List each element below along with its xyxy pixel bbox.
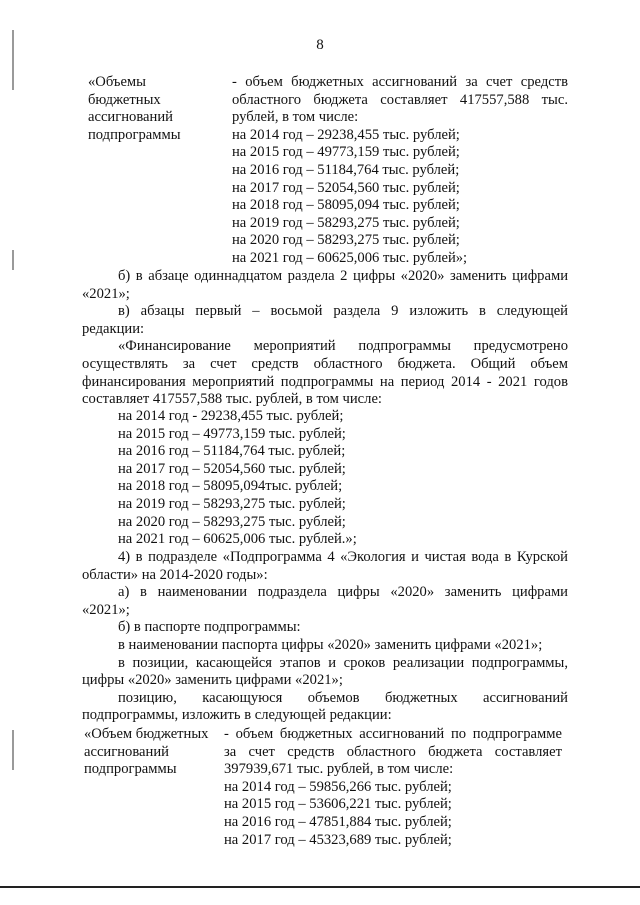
passport-1-value-line: на 2018 год – 58095,094 тыс. рублей; — [232, 197, 460, 214]
passport-1-value-line: на 2015 год – 49773,159 тыс. рублей; — [232, 144, 460, 161]
passport-1-label-line: ассигнований — [88, 109, 173, 126]
body-line: б) в абзаце одиннадцатом раздела 2 цифры «2020» заменить цифрами — [118, 268, 568, 284]
body-line: «2021»; — [82, 285, 130, 302]
body-line: б) в паспорте подпрограммы: — [118, 619, 301, 636]
list-item: на 2016 год – 51184,764 тыс. рублей; — [118, 443, 346, 460]
body-paragraphs-1 — [82, 268, 568, 409]
passport-2-value-line: - объем бюджетных ассигнований по подпрограмме — [224, 726, 562, 742]
passport-2-label-line: «Объем бюджетных — [84, 726, 209, 742]
funding-years-list — [118, 408, 357, 549]
list-item: на 2021 год – 60625,006 тыс. рублей.»; — [118, 531, 357, 548]
bottom-scan-edge — [0, 886, 640, 888]
passport-1-value-line: на 2021 год – 60625,006 тыс. рублей»; — [232, 249, 468, 266]
scan-edge-mark — [12, 730, 14, 770]
body-line: позицию, касающуюся объемов бюджетных ассигнований — [118, 689, 568, 706]
body-line: осуществлять за счет средств областного бюджета. Общий объем — [82, 355, 568, 372]
passport-1-value-line: на 2014 год – 29238,455 тыс. рублей; — [232, 126, 460, 143]
body-line: области» на 2014-2020 годы»: — [82, 566, 268, 583]
passport-1-label-line: «Объемы — [88, 74, 146, 90]
body-line: составляет 417557,588 тыс. рублей, в том числе: — [82, 391, 382, 408]
passport-2-label-line: подпрограммы — [84, 761, 177, 778]
passport-2-value-line: на 2014 год – 59856,266 тыс. рублей; — [224, 778, 452, 795]
passport-1-value-line: на 2019 год – 58293,275 тыс. рублей; — [232, 214, 460, 231]
body-line: а) в наименовании подраздела цифры «2020» заменить цифрами — [118, 584, 568, 601]
body-line: 4) в подразделе «Подпрограмма 4 «Экология и чистая вода в Курской — [118, 549, 568, 565]
passport-1-value-line: областного бюджета составляет 417557,588 тыс. — [232, 91, 568, 108]
body-line: в) абзацы первый – восьмой раздела 9 изложить в следующей — [118, 303, 568, 320]
passport-2-value-line: на 2017 год – 45323,689 тыс. рублей; — [224, 831, 452, 848]
list-item: на 2017 год – 52054,560 тыс. рублей; — [118, 460, 346, 477]
passport-2-value-line: за счет средств областного бюджета составляет — [224, 743, 562, 760]
list-item: на 2014 год - 29238,455 тыс. рублей; — [118, 408, 344, 424]
body-line: «Финансирование мероприятий подпрограммы предусмотрено — [118, 338, 568, 355]
list-item: на 2018 год – 58095,094тыс. рублей; — [118, 478, 343, 495]
passport-1-value-line: - объем бюджетных ассигнований за счет средств — [232, 74, 568, 90]
passport-1-label-line: бюджетных — [88, 91, 161, 108]
passport-1-value-line: рублей, в том числе: — [232, 109, 359, 126]
list-item: на 2015 год – 49773,159 тыс. рублей; — [118, 425, 346, 442]
passport-1-label-line: подпрограммы — [88, 126, 181, 143]
passport-1-value-line: на 2016 год – 51184,764 тыс. рублей; — [232, 161, 460, 178]
passport-2-label-line: ассигнований — [84, 743, 169, 760]
list-item: на 2020 год – 58293,275 тыс. рублей; — [118, 513, 346, 530]
passport-1-value-line: на 2017 год – 52054,560 тыс. рублей; — [232, 179, 460, 196]
passport-2-value-line: на 2015 год – 53606,221 тыс. рублей; — [224, 796, 452, 813]
body-line: финансирования мероприятий подпрограммы на период 2014 - 2021 годов — [82, 373, 568, 390]
body-paragraphs-2 — [82, 549, 568, 725]
passport-2-value-line: 397939,671 тыс. рублей, в том числе: — [224, 761, 454, 778]
passport-1-label — [88, 74, 181, 144]
passport-1-value — [232, 74, 568, 268]
body-line: «2021»; — [82, 601, 130, 618]
passport-2-value — [224, 726, 562, 849]
list-item: на 2019 год – 58293,275 тыс. рублей; — [118, 495, 346, 512]
body-line: в наименовании паспорта цифры «2020» заменить цифрами «2021»; — [118, 636, 543, 653]
body-line: цифры «2020» заменить цифрами «2021»; — [82, 672, 343, 689]
body-line: подпрограммы, изложить в следующей редакции: — [82, 707, 392, 724]
scan-edge-mark — [12, 30, 14, 90]
scan-edge-mark — [12, 250, 14, 270]
passport-2-label — [84, 726, 208, 779]
page-number: 8 — [316, 37, 324, 53]
passport-2-value-line: на 2016 год – 47851,884 тыс. рублей; — [224, 813, 452, 830]
body-line: в позиции, касающейся этапов и сроков реализации подпрограммы, — [118, 654, 568, 671]
passport-1-value-line: на 2020 год – 58293,275 тыс. рублей; — [232, 232, 460, 249]
body-line: редакции: — [82, 320, 145, 337]
